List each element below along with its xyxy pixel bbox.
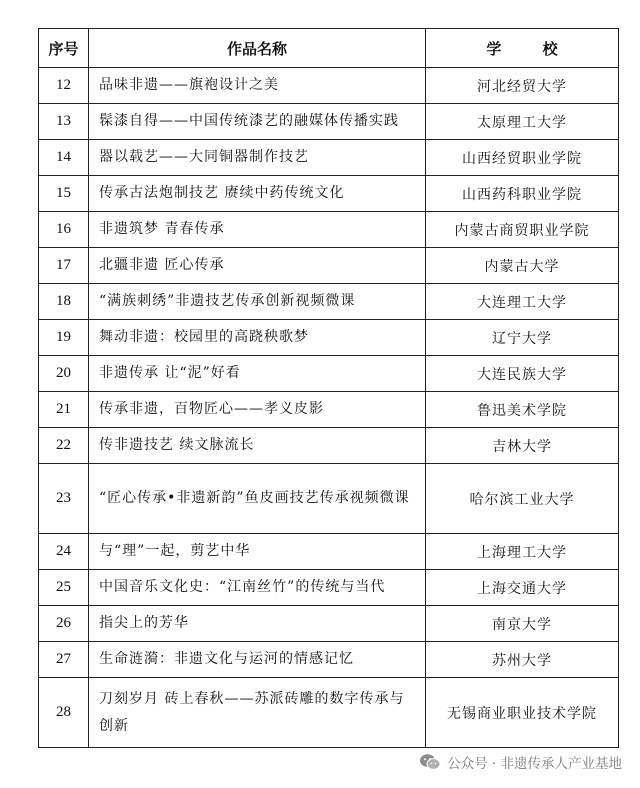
- row-title: 传承非遗，百物匠心——孝义皮影: [89, 392, 426, 428]
- row-title: 器以载艺——大同铜器制作技艺: [89, 140, 426, 176]
- row-title: “匠心传承•非遗新韵”鱼皮画技艺传承视频微课: [89, 464, 426, 534]
- row-num: 17: [39, 248, 89, 284]
- row-title: 传承古法炮制技艺 赓续中药传统文化: [89, 176, 426, 212]
- row-num: 26: [39, 606, 89, 642]
- row-num: 14: [39, 140, 89, 176]
- table-row: [39, 212, 619, 248]
- table-row: [39, 570, 619, 606]
- row-school: 哈尔滨工业大学: [426, 464, 619, 534]
- row-title: 非遗筑梦 青春传承: [89, 212, 426, 248]
- row-school: 苏州大学: [426, 642, 619, 678]
- works-table: [38, 28, 619, 748]
- table-row: [39, 678, 619, 748]
- row-num: 28: [39, 678, 89, 748]
- row-school: 太原理工大学: [426, 104, 619, 140]
- row-title: 舞动非遗：校园里的高跷秧歌梦: [89, 320, 426, 356]
- header-title: 作品名称: [89, 29, 426, 68]
- row-title: 指尖上的芳华: [89, 606, 426, 642]
- row-num: 22: [39, 428, 89, 464]
- table-row: [39, 534, 619, 570]
- watermark-text: 公众号 · 非遗传承人产业基地: [447, 756, 622, 772]
- row-title: 传非遗技艺 续文脉流长: [89, 428, 426, 464]
- table-row: [39, 140, 619, 176]
- row-school: 河北经贸大学: [426, 68, 619, 104]
- table-header-row: [39, 29, 619, 68]
- table-row: [39, 642, 619, 678]
- table-row: [39, 284, 619, 320]
- table-row: [39, 248, 619, 284]
- header-num: 序号: [39, 29, 89, 68]
- row-school: 辽宁大学: [426, 320, 619, 356]
- row-num: 15: [39, 176, 89, 212]
- wechat-icon: [419, 753, 441, 771]
- row-title: 髹漆自得——中国传统漆艺的融媒体传播实践: [89, 104, 426, 140]
- row-num: 18: [39, 284, 89, 320]
- row-num: 23: [39, 464, 89, 534]
- row-school: 无锡商业职业技术学院: [426, 678, 619, 748]
- row-num: 20: [39, 356, 89, 392]
- table-row: [39, 356, 619, 392]
- row-school: 鲁迅美术学院: [426, 392, 619, 428]
- row-school: 大连理工大学: [426, 284, 619, 320]
- table-row: [39, 104, 619, 140]
- row-title: 刀刻岁月 砖上春秋——苏派砖雕的数字传承与创新: [89, 678, 426, 748]
- row-school: 山西经贸职业学院: [426, 140, 619, 176]
- table-row: [39, 392, 619, 428]
- row-title: 品味非遗——旗袍设计之美: [89, 68, 426, 104]
- header-school: 学 校: [426, 29, 619, 68]
- row-school: 大连民族大学: [426, 356, 619, 392]
- row-num: 27: [39, 642, 89, 678]
- row-title: 生命涟漪：非遗文化与运河的情感记忆: [89, 642, 426, 678]
- row-num: 25: [39, 570, 89, 606]
- table-row: [39, 320, 619, 356]
- row-school: 吉林大学: [426, 428, 619, 464]
- row-title: 中国音乐文化史：“江南丝竹”的传统与当代: [89, 570, 426, 606]
- row-school: 内蒙古大学: [426, 248, 619, 284]
- row-num: 12: [39, 68, 89, 104]
- row-school: 山西药科职业学院: [426, 176, 619, 212]
- row-num: 13: [39, 104, 89, 140]
- watermark: [415, 750, 626, 774]
- row-school: 南京大学: [426, 606, 619, 642]
- row-school: 上海交通大学: [426, 570, 619, 606]
- row-num: 16: [39, 212, 89, 248]
- table-row: [39, 464, 619, 534]
- table-row: [39, 176, 619, 212]
- row-num: 24: [39, 534, 89, 570]
- row-title: “满族刺绣”非遗技艺传承创新视频微课: [89, 284, 426, 320]
- row-num: 21: [39, 392, 89, 428]
- table-row: [39, 606, 619, 642]
- table-row: [39, 68, 619, 104]
- row-school: 内蒙古商贸职业学院: [426, 212, 619, 248]
- row-school: 上海理工大学: [426, 534, 619, 570]
- row-title: 北疆非遗 匠心传承: [89, 248, 426, 284]
- row-title: 非遗传承 让“泥”好看: [89, 356, 426, 392]
- row-title: 与“理”一起，剪艺中华: [89, 534, 426, 570]
- table-row: [39, 428, 619, 464]
- row-num: 19: [39, 320, 89, 356]
